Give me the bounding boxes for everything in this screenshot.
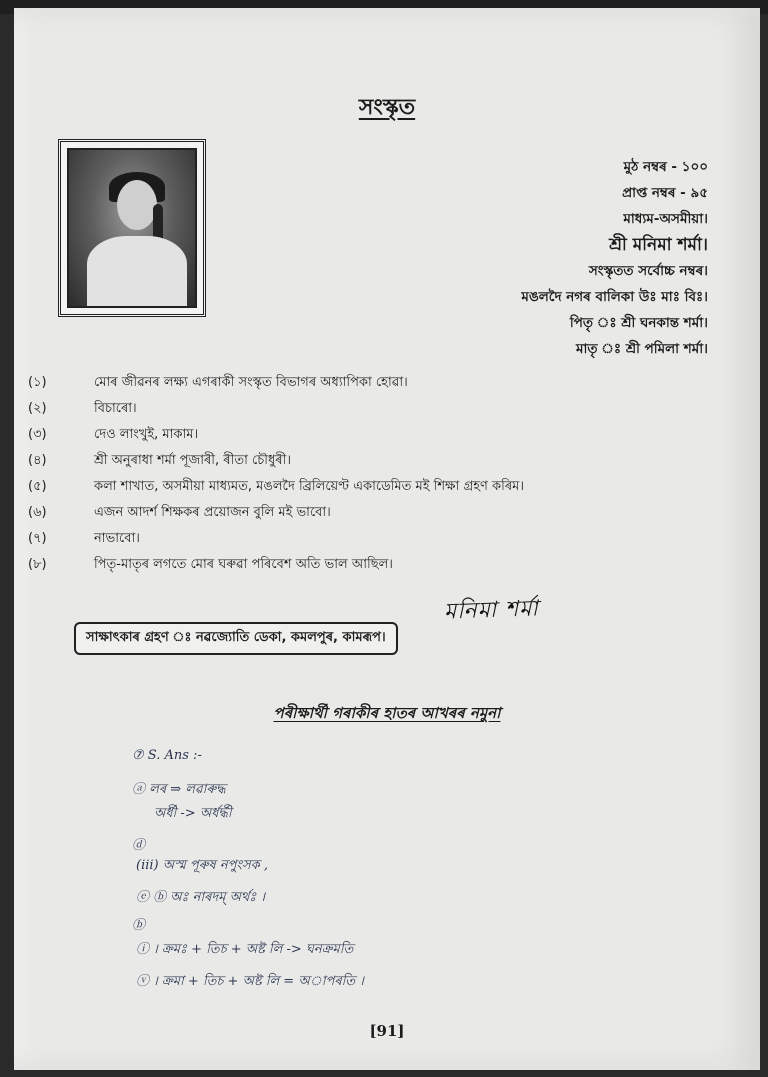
answer-text: শ্ৰী অনুৰাধা শৰ্মা পূজাৰী, ৰীতা চৌধুৰী।: [94, 453, 291, 468]
mother-name: মাতৃ ঃ শ্ৰী পমিলা শৰ্মা।: [576, 341, 708, 357]
answer-number: (৮): [28, 557, 47, 572]
handwriting-line: ⓓ: [132, 838, 146, 853]
obtained-marks: প্ৰাপ্ত নম্বৰ - ৯৫: [622, 185, 708, 201]
answer-item: [28, 555, 728, 581]
answer-list: [28, 373, 728, 581]
full-marks: মুঠ নম্বৰ - ১০০: [623, 159, 708, 175]
page-number: [91]: [369, 1022, 405, 1040]
answer-item: [28, 529, 728, 555]
answer-text: মোৰ জীৱনৰ লক্ষ্য এগৰাকী সংস্কৃত বিভাগৰ অধ্যাপিকা হোৱা।: [94, 375, 408, 390]
student-name: শ্ৰী মনিমা শৰ্মা।: [609, 235, 708, 255]
handwriting-line: ⓥ । ক্ৰমা + তিচ + অষ্ট লি = অাপৰতি ।: [136, 974, 364, 989]
answer-text: কলা শাখাত, অসমীয়া মাধ্যমত, মঙলদৈ ব্ৰিলিয়েণ্ট একাডেমিত মই শিক্ষা গ্ৰহণ কৰিম।: [94, 479, 525, 494]
answer-number: (৭): [28, 531, 47, 546]
page-title: সংস্কৃত: [358, 95, 416, 120]
answer-number: (৩): [28, 427, 47, 442]
answer-text: দেও লাংখুই, মাকাম।: [94, 427, 199, 442]
student-photo: [58, 139, 206, 317]
answer-text: বিচাৰো।: [94, 401, 137, 416]
answer-text: পিতৃ-মাতৃৰ লগতে মোৰ ঘৰুৱা পৰিবেশ অতি ভাল আছিল।: [94, 557, 393, 572]
answer-item: [28, 373, 728, 399]
answer-item: [28, 399, 728, 425]
answer-item: [28, 451, 728, 477]
handwriting-line: ⑦ S. Ans :-: [132, 748, 202, 763]
document-page: [14, 8, 760, 1070]
handwriting-line: ⓘ । ক্ৰমঃ + তিচ + অষ্ট লি -> ঘনক্ৰমতি: [136, 942, 354, 957]
answer-text: নাভাবো।: [94, 531, 140, 546]
handwriting-line: ⓐ লৰ ⇒ লৱাৰুদ্ধ: [132, 782, 226, 797]
answer-number: (১): [28, 375, 47, 390]
medium: মাধ্যম-অসমীয়া।: [623, 211, 708, 227]
student-info: [521, 154, 708, 362]
interview-credit-box: সাক্ষাৎকাৰ গ্ৰহণ ঃ নৱজ্যোতি ডেকা, কমলপুৰ, কামৰূপ।: [74, 622, 398, 655]
handwriting-line: ⓔ ⓑ অঃ নাৰদম্ অৰ্থঃ ।: [136, 890, 266, 905]
answer-number: (২): [28, 401, 47, 416]
handwriting-heading: পৰীক্ষাৰ্থী গৰাকীৰ হাতৰ আখৰৰ নমুনা: [273, 704, 501, 722]
answer-item: [28, 503, 728, 529]
handwriting-line: (iii) অস্ম পূৰুষ নপুংসক ,: [136, 858, 268, 873]
achievement: সংস্কৃতত সৰ্বোচ্চ নম্বৰ।: [588, 263, 708, 279]
answer-number: (৬): [28, 505, 47, 520]
handwriting-sample: [132, 748, 672, 1008]
photo-portrait-icon: [67, 148, 197, 308]
answer-item: [28, 425, 728, 451]
signature: মনিমা শৰ্মা: [443, 596, 540, 625]
handwriting-line: অৰ্ধী -> অৰ্ধৰ্দ্ধী: [154, 806, 232, 821]
handwriting-line: ⓑ: [132, 918, 146, 933]
answer-number: (৫): [28, 479, 47, 494]
school-name: মঙলদৈ নগৰ বালিকা উঃ মাঃ বিঃ।: [521, 289, 708, 305]
answer-item: [28, 477, 728, 503]
answer-text: এজন আদৰ্শ শিক্ষকৰ প্ৰয়োজন বুলি মই ভাবো।: [94, 505, 331, 520]
answer-number: (৪): [28, 453, 47, 468]
father-name: পিতৃ ঃ শ্ৰী ঘনকান্ত শৰ্মা।: [569, 315, 708, 331]
